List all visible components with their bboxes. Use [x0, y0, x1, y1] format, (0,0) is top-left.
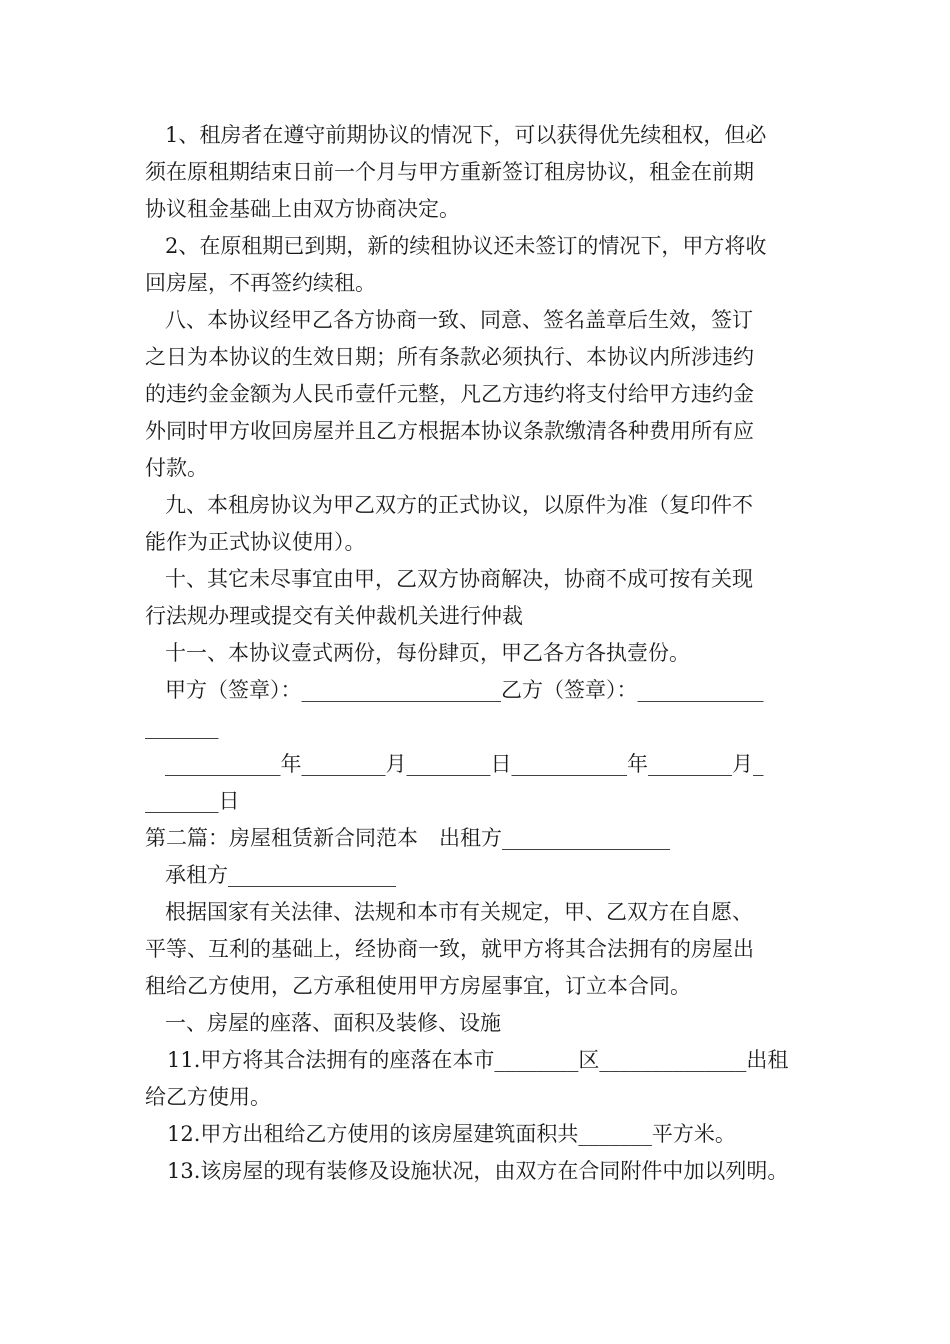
section-heading: 第二篇：房屋租赁新合同范本 出租方________________: [145, 826, 670, 850]
text-line: 的违约金金额为人民币壹仟元整，凡乙方违约将支付给甲方违约金: [145, 382, 754, 406]
text-line: 能作为正式协议使用）。: [145, 530, 366, 554]
date-line: ___________年________月________日___________年________月_: [165, 752, 764, 776]
signature-line-continued: _______: [145, 715, 219, 739]
text-line: 须在原租期结束日前一个月与甲方重新签订租房协议，租金在前期: [145, 160, 754, 184]
text-line: 12.甲方出租给乙方使用的该房屋建筑面积共_______平方米。: [167, 1122, 736, 1146]
text-line: 平等、互利的基础上，经协商一致，就甲方将其合法拥有的房屋出: [145, 937, 754, 961]
text-line: 行法规办理或提交有关仲裁机关进行仲裁: [145, 604, 523, 628]
text-line: 回房屋，不再签约续租。: [145, 271, 376, 295]
text-line: 外同时甲方收回房屋并且乙方根据本协议条款缴清各种费用所有应: [145, 419, 754, 443]
text-line: 九、本租房协议为甲乙双方的正式协议，以原件为准（复印件不: [165, 493, 753, 517]
text-line: 承租方________________: [165, 863, 396, 887]
clause-heading: 一、房屋的座落、面积及装修、设施: [165, 1011, 501, 1035]
text-line: 给乙方使用。: [145, 1085, 271, 1109]
text-line: 11.甲方将其合法拥有的座落在本市________区______________出租: [167, 1048, 789, 1072]
text-line: 13.该房屋的现有装修及设施状况，由双方在合同附件中加以列明。: [167, 1159, 789, 1183]
date-line-continued: _______日: [145, 789, 240, 813]
text-line: 租给乙方使用，乙方承租使用甲方房屋事宜，订立本合同。: [145, 974, 691, 998]
text-line: 八、本协议经甲乙各方协商一致、同意、签名盖章后生效，签订: [165, 308, 753, 332]
text-line: 付款。: [145, 456, 208, 480]
text-line: 之日为本协议的生效日期；所有条款必须执行、本协议内所涉违约: [145, 345, 754, 369]
text-line: 1、租房者在遵守前期协议的情况下，可以获得优先续租权，但必: [165, 123, 767, 147]
text-line: 2、在原租期已到期，新的续租协议还未签订的情况下，甲方将收: [165, 234, 767, 258]
text-line: 十一、本协议壹式两份，每份肆页，甲乙各方各执壹份。: [165, 641, 690, 665]
text-line: 根据国家有关法律、法规和本市有关规定，甲、乙双方在自愿、: [165, 900, 753, 924]
signature-line: 甲方（签章）：___________________乙方（签章）：____________: [165, 678, 764, 702]
text-line: 协议租金基础上由双方协商决定。: [145, 197, 460, 221]
text-line: 十、其它未尽事宜由甲，乙双方协商解决，协商不成可按有关现: [165, 567, 753, 591]
